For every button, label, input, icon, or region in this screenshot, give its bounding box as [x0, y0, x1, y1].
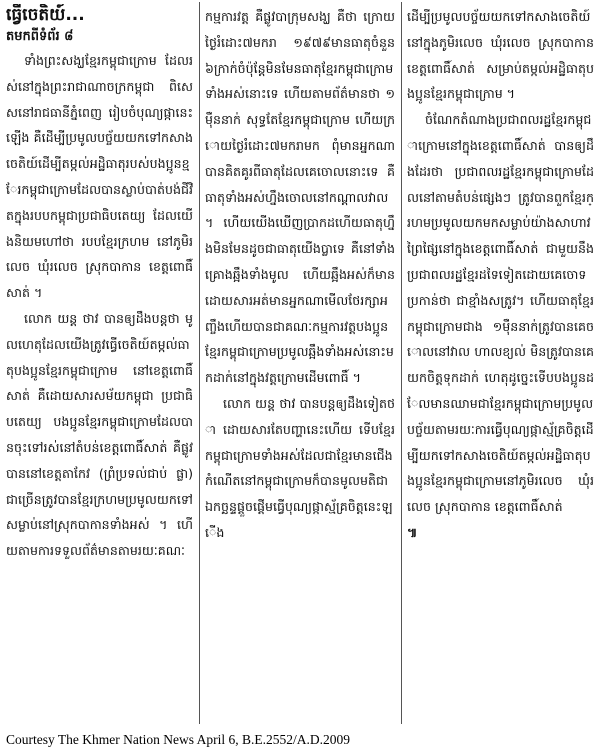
article-paragraph: ទាំងព្រះសង្ឃខ្មែរកម្ពុជាក្រោម ដែលរស់នៅក្នុងព្រះរាជាណាចក្រកម្ពុជា ពិសេសនៅរាជធានីភ្នំពេញ រៀបចំបុណ្យផ្កានេះឡើង គឺដើម្បីប្រមូលបច្ច័យយកទៅកសាងចេតិយ៍ដើម្បីតម្កល់អដ្ឋិធាតុរបស់បងប្អូនខ្មែរកម្ពុជាក្រោមដែលបានស្លាប់បាត់បង់ជីវិតក្នុងរបបកម្ពុជាប្រជាធិបតេយ្យ ដែលយើងនិយមហៅថា របបខ្មែរក្រហម នៅភូមិរលេច ឃុំរលេច ស្រុកបាកាន ខេត្តពោធិ៍សាត់ ។ [6, 53, 193, 301]
article-paragraph: កម្មការវត្ត គឺផ្លូវបាក្រុមសង្ឃ គឺថា ក្រោយថ្ងៃរំដោះ៧មករា ១៩៧៩មានធាតុចំនួន ៦ក្រាក់ចំប៉ុន្ដែមិនមែនធាតុខ្មែរកម្ពុជាក្រោមទាំងអស់នោះទេ ហើយតាមព័ត៌មានថា ១ម៉ឺននាក់ សុទ្ធតែខ្មែរកម្ពុជាក្រោម ហើយក្រោយថ្ងៃរំដោះ៧មករាមក ពុំមានអ្នកណាបានគិតគូរពីធាតុដែលគេចោលនោះទេ គឺធាតុទាំងអស់ហ្នឹងចោលនៅកណ្ដាលវាល ។ ហើយយើងឃើញប្រាកដហើយធាតុហ្នឹងមិនមែនដូចជាធាតុយើងប្លាទេ គឺនៅទាំងគ្រោងឆ្អឹងទាំងមូល ហើយឆ្អឹងអស់ក៏មាន ដោយសារអត់មានអ្នកណាមើលថែរក្សាអញ្ចឹងហើយបានជាគណៈកម្មការវត្តបងប្អូនខ្មែរកម្ពុជាក្រោមប្រមូលឆ្អឹងទាំងអស់នោះមកដាក់នៅក្នុងវត្តក្រោមដើមពោធិ៍ ។ [205, 9, 395, 386]
article-headline: ធ្វើចេតិយ៍... [6, 5, 85, 25]
article-paragraph: ចំណែកតំណាងប្រជាពលរដ្ឋខ្មែរកម្ពុជាក្រោមនៅក្នុងខេត្តពោធិ៍សាត់ បានឲ្យដឹងដែរថា ប្រជាពលរដ្ឋខ្មែរកម្ពុជាក្រោមដែលនៅតាមតំបន់ផ្សេងៗ ត្រូវបានពួកខ្មែរក្រហមប្រមូលយកមកសម្លាប់យ៉ាងសាហាវព្រៃផ្សៃនៅក្នុងខេត្តពោធិ៍សាត់ ជាមួយនឹងប្រជាពលរដ្ឋខ្មែរដទៃទៀតដោយគេចោទប្រកាន់ថា ជាខ្មាំងសត្រូវ។ ហើយធាតុខ្មែរកម្ពុជាក្រោមជាង ១ម៉ឺននាក់ត្រូវបានគេចោលនៅវាល ហាលខ្យល់ មិនត្រូវបានគេយកចិត្តទុកដាក់ ហេតុដូច្នេះទើបបងប្អូនដែលមានឈាមជាខ្មែរកម្ពុជាក្រោមប្រមូលបច្ច័យតាមរយៈការធ្វើបុណ្យផ្កាស្ម័គ្រចិត្តដើម្បីយកទៅកសាងចេតិយ៍តម្កល់អដ្ឋិធាតុបងប្អូនខ្មែរកម្ពុជាក្រោមនៅភូមិរលេច ឃុំរលេច ស្រុកបាកាន ខេត្តពោធិ៍សាត់ [407, 112, 594, 515]
article-column-3 [407, 4, 594, 726]
article-end-mark: ៕ [407, 524, 418, 540]
article-paragraph: ដើម្បីប្រមូលបច្ច័យយកទៅកសាងចេតិយ៍នៅក្នុងភូមិរលេច ឃុំរលេច ស្រុកបាកាន ខេត្តពោធិ៍សាត់ សម្រាប់តម្កល់អដ្ឋិធាតុបងប្អូនខ្មែរកម្ពុជាក្រោម ។ [407, 9, 594, 102]
article-column-2 [205, 4, 395, 726]
column-divider [199, 2, 200, 724]
article-paragraph: លោក យន្ត ថាវ បានបន្តឲ្យដឹងទៀតថា ដោយសារតែបញ្ហានេះហើយ ទើបខ្មែរកម្ពុជាក្រោមទាំងអស់ដែលជាខ្មែរមានជើងកំណើតនៅកម្ពុជាក្រោមក៏បានមូលមតិជាឯកច្ឆន្ទផ្តួចផ្ដើមធ្វើបុណ្យផ្កាស្ម័គ្រចិត្តនេះឡើង [205, 395, 395, 540]
source-credit: Courtesy The Khmer Nation News April 6, B.E.2552/A.D.2009 [6, 732, 350, 747]
article-paragraph: លោក យន្ត ថាវ បានឲ្យដឹងបន្តថា មូលហេតុដែលយើងត្រូវធ្វើចេតិយ៍តម្កល់ធាតុបងប្អូនខ្មែរកម្ពុជាក្រោម នៅខេត្តពោធិ៍សាត់ គឺដោយសារសម័យកម្ពុជា ប្រជាធិបតេយ្យ បងប្អូនខ្មែរកម្ពុជាក្រោមដែលបានចុះទៅរស់នៅតំបន់ខេត្តពោធិ៍សាត់ គឺផ្លូវបាននៅខេត្តតាកែវ (ព្រំប្រទល់ជាប់ ផ្លា) ជាច្រើនត្រូវបានខ្មែរក្រហមប្រមូលយកទៅសម្លាប់នៅស្រុកបាកានទាំងអស់ ។ ហើយតាមការទទួលព័ត៌មានតាមរយៈគណៈ [6, 310, 193, 559]
article-column-1 [6, 4, 193, 726]
column-divider [401, 2, 402, 724]
continued-from-page: តមកពីទំព័រ ៨ [6, 29, 74, 44]
